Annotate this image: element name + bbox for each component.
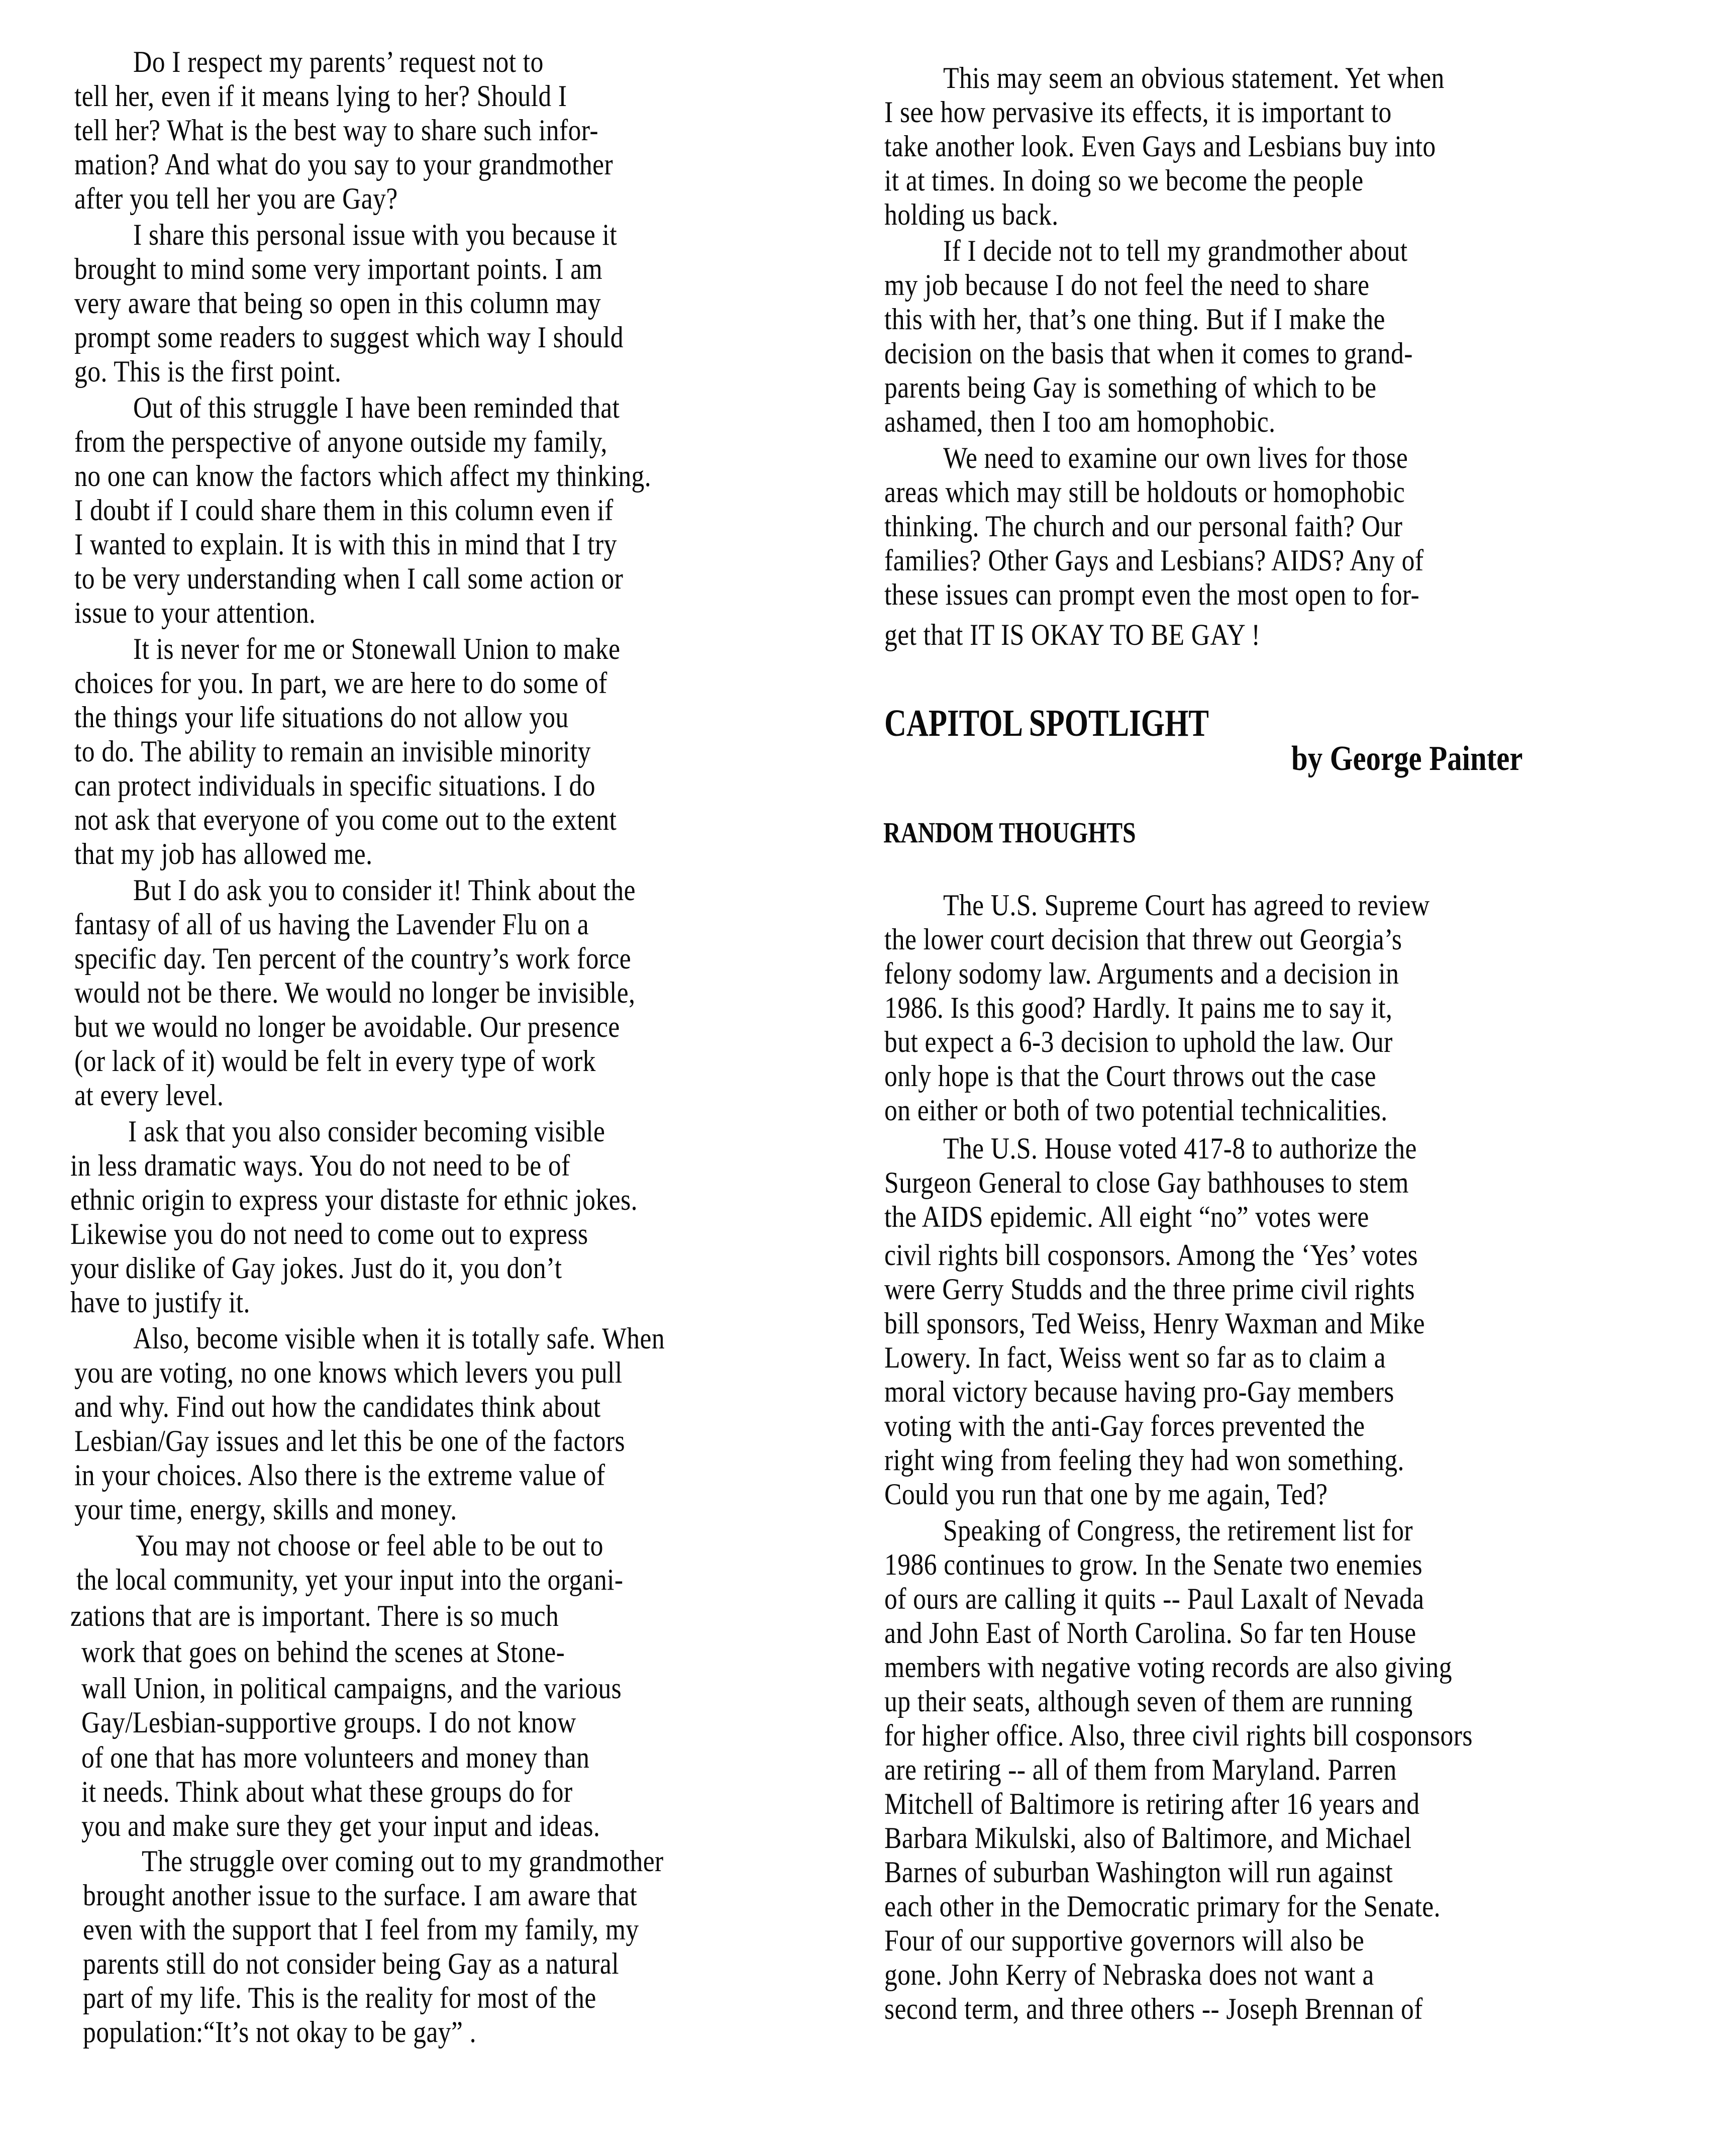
text-line: second term, and three others -- Joseph Brennan of <box>884 1992 1423 2025</box>
text-line: after you tell her you are Gay? <box>74 182 398 215</box>
text-line: these issues can prompt even the most open to for- <box>884 578 1420 611</box>
text-line: specific day. Ten percent of the country’s work force <box>74 942 632 975</box>
text-line: have to justify it. <box>70 1286 250 1319</box>
text-line: brought another issue to the surface. I am aware that <box>83 1879 638 1912</box>
text-line: This may seem an obvious statement. Yet when <box>943 61 1445 94</box>
text-line: go. This is the first point. <box>74 355 342 388</box>
text-line: tell her? What is the best way to share such infor- <box>74 114 599 147</box>
text-line: my job because I do not feel the need to share <box>884 268 1370 302</box>
text-line: the AIDS epidemic. All eight “no” votes were <box>884 1200 1369 1233</box>
text-line: of ours are calling it quits -- Paul Laxalt of Nevada <box>884 1582 1424 1615</box>
text-line: can protect individuals in specific situations. I do <box>74 769 595 802</box>
text-line: felony sodomy law. Arguments and a decision in <box>884 957 1399 990</box>
text-line: families? Other Gays and Lesbians? AIDS? Any of <box>884 544 1424 577</box>
text-line: 1986. Is this good? Hardly. It pains me to say it, <box>884 991 1393 1024</box>
text-line: on either or both of two potential technicalities. <box>884 1094 1388 1127</box>
text-line: up their seats, although seven of them are running <box>884 1685 1413 1718</box>
text-line: tell her, even if it means lying to her? Should I <box>74 79 567 113</box>
text-line: 1986 continues to grow. In the Senate two enemies <box>884 1548 1422 1581</box>
text-line: gone. John Kerry of Nebraska does not want a <box>884 1958 1374 1991</box>
text-line: The U.S. Supreme Court has agreed to review <box>943 889 1430 922</box>
subheading: RANDOM THOUGHTS <box>883 816 1136 849</box>
text-line: Lowery. In fact, Weiss went so far as to claim a <box>884 1341 1386 1374</box>
text-line: Lesbian/Gay issues and let this be one of the factors <box>74 1424 626 1458</box>
text-line: Out of this struggle I have been reminded that <box>133 391 620 424</box>
text-line: issue to your attention. <box>74 596 316 629</box>
text-line: parents being Gay is something of which to be <box>884 371 1377 404</box>
text-line: it at times. In doing so we become the people <box>884 164 1364 197</box>
text-line: mation? And what do you say to your grandmother <box>74 148 614 181</box>
text-line: civil rights bill cosponsors. Among the ‘Yes’ votes <box>884 1238 1418 1272</box>
text-line: right wing from feeling they had won something. <box>884 1443 1404 1477</box>
text-line: in less dramatic ways. You do not need to be of <box>70 1149 570 1182</box>
text-line: no one can know the factors which affect my thinking. <box>74 459 652 493</box>
text-line: holding us back. <box>884 198 1059 231</box>
text-line: brought to mind some very important points. I am <box>74 252 603 285</box>
text-line: it needs. Think about what these groups do for <box>81 1775 573 1808</box>
text-line: the lower court decision that threw out Georgia’s <box>884 923 1402 956</box>
text-line: Gay/Lesbian-supportive groups. I do not know <box>81 1706 576 1739</box>
text-line: You may not choose or feel able to be out to <box>136 1529 603 1562</box>
text-line: bill sponsors, Ted Weiss, Henry Waxman and Mike <box>884 1307 1425 1340</box>
text-line: each other in the Democratic primary for the Senate. <box>884 1890 1441 1923</box>
text-line: Barnes of suburban Washington will run against <box>884 1856 1393 1889</box>
text-line: Could you run that one by me again, Ted? <box>884 1478 1328 1511</box>
text-line: members with negative voting records are also giving <box>884 1650 1453 1684</box>
text-line: for higher office. Also, three civil rights bill cosponsors <box>884 1719 1473 1752</box>
text-line: are retiring -- all of them from Maryland. Parren <box>884 1753 1397 1786</box>
text-line: I ask that you also consider becoming visible <box>128 1115 605 1148</box>
text-line: work that goes on behind the scenes at Stone- <box>81 1635 565 1669</box>
text-line: Barbara Mikulski, also of Baltimore, and Michael <box>884 1821 1412 1855</box>
text-line: from the perspective of anyone outside my family, <box>74 425 607 458</box>
text-line: your time, energy, skills and money. <box>74 1493 457 1526</box>
text-line: that my job has allowed me. <box>74 837 373 870</box>
text-line: your dislike of Gay jokes. Just do it, you don’t <box>70 1251 562 1285</box>
byline: by George Painter <box>1291 739 1523 778</box>
text-line: fantasy of all of us having the Lavender Flu on a <box>74 908 589 941</box>
text-line: prompt some readers to suggest which way I should <box>74 321 624 354</box>
text-line: decision on the basis that when it comes to grand- <box>884 337 1413 370</box>
text-line: but we would no longer be avoidable. Our presence <box>74 1010 620 1043</box>
text-line: but expect a 6-3 decision to uphold the law. Our <box>884 1025 1393 1058</box>
text-line: in your choices. Also there is the extreme value of <box>74 1459 605 1492</box>
text-line: I wanted to explain. It is with this in mind that I try <box>74 528 617 561</box>
text-line: Four of our supportive governors will also be <box>884 1924 1365 1957</box>
text-line: to do. The ability to remain an invisible minority <box>74 735 591 768</box>
text-line: Mitchell of Baltimore is retiring after 16 years and <box>884 1787 1420 1820</box>
text-line: were Gerry Studds and the three prime civil rights <box>884 1273 1415 1306</box>
text-line: to be very understanding when I call some action or <box>74 562 624 595</box>
text-line: If I decide not to tell my grandmother about <box>943 234 1408 267</box>
section-title: CAPITOL SPOTLIGHT <box>884 702 1209 744</box>
text-line: Speaking of Congress, the retirement list for <box>943 1514 1413 1547</box>
text-line: wall Union, in political campaigns, and the various <box>81 1672 622 1705</box>
text-line: But I do ask you to consider it! Think about the <box>133 873 636 907</box>
text-line: of one that has more volunteers and money than <box>81 1741 590 1774</box>
text-line: this with her, that’s one thing. But if I make the <box>884 303 1385 336</box>
text-line: Also, become visible when it is totally safe. When <box>133 1322 665 1355</box>
text-line: moral victory because having pro-Gay members <box>884 1375 1394 1408</box>
text-line: part of my life. This is the reality for most of the <box>83 1981 596 2014</box>
text-line: Surgeon General to close Gay bathhouses to stem <box>884 1166 1409 1199</box>
text-line: take another look. Even Gays and Lesbians buy into <box>884 130 1436 163</box>
text-line: We need to examine our own lives for those <box>943 441 1408 474</box>
text-line: you are voting, no one knows which levers you pull <box>74 1356 623 1389</box>
text-line: ethnic origin to express your distaste for ethnic jokes. <box>70 1183 638 1216</box>
text-line: you and make sure they get your input and ideas. <box>81 1809 600 1842</box>
text-line: very aware that being so open in this column may <box>74 286 601 320</box>
text-line: only hope is that the Court throws out the case <box>884 1059 1376 1093</box>
text-line: would not be there. We would no longer be invisible, <box>74 976 636 1009</box>
text-line: voting with the anti-Gay forces prevented the <box>884 1409 1365 1442</box>
text-line: It is never for me or Stonewall Union to make <box>133 632 621 665</box>
text-line: thinking. The church and our personal faith? Our <box>884 510 1403 543</box>
text-line: the local community, yet your input into the organi- <box>76 1563 624 1596</box>
text-line: population:“It’s not okay to be gay” . <box>83 2015 477 2049</box>
text-line: at every level. <box>74 1079 224 1112</box>
text-line: even with the support that I feel from my family, my <box>83 1913 639 1946</box>
text-line: choices for you. In part, we are here to do some of <box>74 666 607 700</box>
text-line: get that IT IS OKAY TO BE GAY ! <box>884 618 1261 651</box>
text-line: areas which may still be holdouts or homophobic <box>884 475 1405 509</box>
text-line: I share this personal issue with you because it <box>133 218 618 251</box>
text-line: parents still do not consider being Gay as a natural <box>83 1947 619 1980</box>
text-line: The U.S. House voted 417-8 to authorize the <box>943 1132 1417 1165</box>
text-line: (or lack of it) would be felt in every type of work <box>74 1044 596 1078</box>
text-line: the things your life situations do not allow you <box>74 701 569 734</box>
text-line: I doubt if I could share them in this column even if <box>74 494 614 527</box>
text-line: and John East of North Carolina. So far ten House <box>884 1616 1416 1649</box>
text-line: I see how pervasive its effects, it is important to <box>884 95 1392 129</box>
text-line: Likewise you do not need to come out to express <box>70 1217 588 1250</box>
text-line: The struggle over coming out to my grandmother <box>142 1844 664 1878</box>
text-line: not ask that everyone of you come out to the extent <box>74 803 617 836</box>
text-line: Do I respect my parents’ request not to <box>133 45 544 78</box>
text-line: and why. Find out how the candidates think about <box>74 1390 601 1423</box>
text-line: zations that are is important. There is so much <box>70 1599 559 1632</box>
text-line: ashamed, then I too am homophobic. <box>884 405 1276 438</box>
